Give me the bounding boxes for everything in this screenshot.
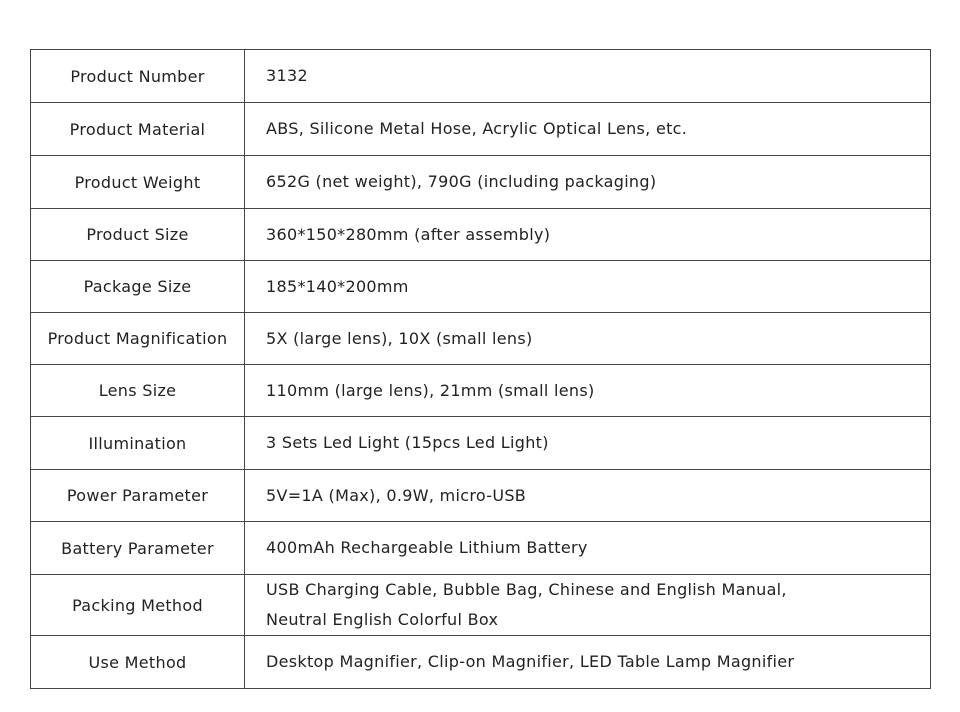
row-value: ABS, Silicone Metal Hose, Acrylic Optical Lens, etc. [245,103,931,156]
table-row [31,575,931,636]
row-label: Product Material [31,103,245,156]
table-row [31,313,931,365]
row-label: Illumination [31,417,245,470]
table-row [31,470,931,522]
table-row [31,103,931,156]
row-label: Product Magnification [31,313,245,365]
row-value: 185*140*200mm [245,261,931,313]
row-label: Lens Size [31,365,245,417]
table-row [31,365,931,417]
row-value-multiline [245,575,931,636]
row-value: 5X (large lens), 10X (small lens) [245,313,931,365]
row-value: 3 Sets Led Light (15pcs Led Light) [245,417,931,470]
table-row [31,522,931,575]
row-label: Packing Method [31,575,245,636]
table-row [31,50,931,103]
row-label: Product Number [31,50,245,103]
table-row [31,417,931,470]
row-label: Product Size [31,209,245,261]
row-label: Use Method [31,636,245,689]
row-label: Product Weight [31,156,245,209]
row-label: Power Parameter [31,470,245,522]
row-value: 5V=1A (Max), 0.9W, micro-USB [245,470,931,522]
row-value: 652G (net weight), 790G (including packaging) [245,156,931,209]
row-value: 110mm (large lens), 21mm (small lens) [245,365,931,417]
table-row [31,209,931,261]
row-value: 3132 [245,50,931,103]
row-value-line-1: USB Charging Cable, Bubble Bag, Chinese and English Manual, [266,580,787,599]
row-value: Desktop Magnifier, Clip-on Magnifier, LED Table Lamp Magnifier [245,636,931,689]
spec-table-body [31,50,931,689]
table-row [31,636,931,689]
row-value-line-2: Neutral English Colorful Box [266,610,499,629]
row-value: 360*150*280mm (after assembly) [245,209,931,261]
row-value: 400mAh Rechargeable Lithium Battery [245,522,931,575]
row-label: Package Size [31,261,245,313]
spec-table [30,49,931,689]
row-label: Battery Parameter [31,522,245,575]
table-row [31,156,931,209]
table-row [31,261,931,313]
